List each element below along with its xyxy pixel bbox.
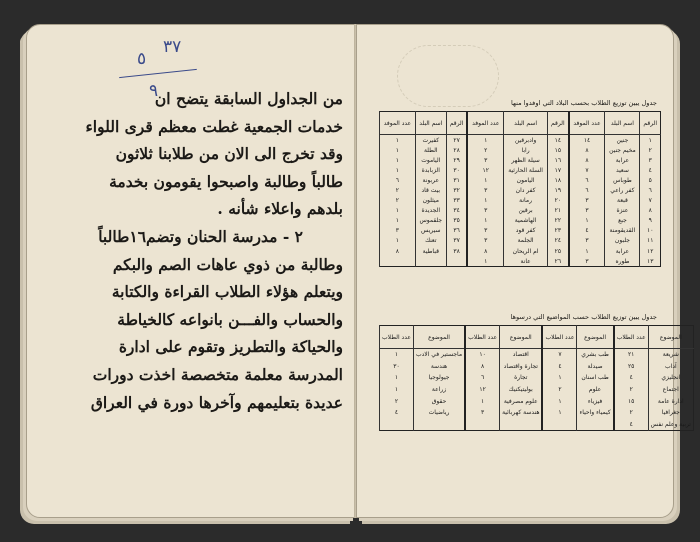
table-cell: ٢ bbox=[640, 145, 661, 155]
table-cell: كيمياء واحياء bbox=[577, 407, 614, 419]
table-cell: الزبابدة bbox=[415, 165, 446, 175]
table-cell: ٢٠ bbox=[548, 196, 569, 206]
table-cell: تعنك bbox=[415, 236, 446, 246]
table-cell bbox=[380, 419, 414, 431]
table-cell: ١ bbox=[542, 395, 576, 407]
table-cell: ١ bbox=[380, 145, 416, 155]
table2-header-cell: عدد الطلاب bbox=[380, 326, 414, 349]
table-cell: ٢ bbox=[380, 185, 416, 195]
table-cell: ١ bbox=[467, 256, 503, 267]
table-cell: هندسة bbox=[413, 361, 465, 373]
table-row bbox=[380, 175, 661, 185]
table-cell: ١٤ bbox=[548, 135, 569, 146]
table-row bbox=[380, 361, 694, 373]
table-cell: شريعة bbox=[648, 349, 693, 361]
table-cell: ٤ bbox=[569, 226, 605, 236]
table-cell: ١ bbox=[569, 246, 605, 256]
table-cell: ١٤ bbox=[569, 135, 605, 146]
text-line: عديدة بتعليمهم وآخرها دورة في العراق bbox=[90, 392, 343, 412]
table-row bbox=[380, 246, 661, 256]
text-line: ٢ - مدرسة الحنان وتضم١٦طالباً bbox=[98, 226, 303, 246]
table-cell: كفر دان bbox=[504, 185, 548, 195]
table-cell: ١٦ bbox=[548, 155, 569, 165]
open-booklet bbox=[20, 24, 691, 524]
table-row bbox=[380, 185, 661, 195]
pencil-note-left: ٥ bbox=[137, 49, 147, 69]
table-cell: السلة الحارثية bbox=[504, 165, 548, 175]
table-cell: ١ bbox=[465, 395, 499, 407]
table-cell: ٣ bbox=[467, 206, 503, 216]
table-cell: برقين bbox=[504, 206, 548, 216]
table2-header-cell: الموضوع bbox=[577, 326, 614, 349]
table-cell: ٦ bbox=[465, 372, 499, 384]
table-cell: عنزة bbox=[605, 206, 640, 216]
table-cell: ٢٩ bbox=[446, 155, 467, 165]
table-row bbox=[380, 349, 694, 361]
table-cell: انجليزي bbox=[648, 372, 693, 384]
table-cell: ١ bbox=[569, 216, 605, 226]
table-cell: ميثلون bbox=[415, 196, 446, 206]
table-cell: ١ bbox=[640, 135, 661, 146]
table-cell: عانة bbox=[504, 256, 548, 267]
table-cell: القديقومنة bbox=[605, 226, 640, 236]
table-cell: طب اسنان bbox=[577, 372, 614, 384]
table-row bbox=[380, 419, 694, 431]
table-cell: ٤ bbox=[614, 372, 648, 384]
table-cell: تجارة واقتصاد bbox=[500, 361, 543, 373]
table-cell: جغرافيا bbox=[648, 407, 693, 419]
students-by-subject-table bbox=[379, 325, 694, 431]
table1-header-cell: الرقم bbox=[548, 112, 569, 135]
table-cell: مخيم جنين bbox=[605, 145, 640, 155]
table-cell: ١ bbox=[467, 135, 503, 146]
table-cell: الياموت bbox=[415, 155, 446, 165]
table-row bbox=[380, 384, 694, 396]
pencil-note-top: ٣٧ bbox=[163, 37, 182, 57]
table-cell: ٢١ bbox=[548, 206, 569, 216]
table-cell: ١١ bbox=[640, 236, 661, 246]
table-cell: طب بشري bbox=[577, 349, 614, 361]
table1-header-cell: الرقم bbox=[446, 112, 467, 135]
table-cell: ٣٠ bbox=[446, 165, 467, 175]
table2-header-cell: عدد الطلاب bbox=[542, 326, 576, 349]
table-cell: ١٥ bbox=[548, 145, 569, 155]
table-cell: ٨ bbox=[467, 246, 503, 256]
table-cell: ٨ bbox=[569, 155, 605, 165]
table-cell: طوره bbox=[605, 256, 640, 267]
table-cell: سيلة الظهر bbox=[504, 155, 548, 165]
table-cell: ٣٨ bbox=[446, 246, 467, 256]
table1-header-cell: اسم البلد bbox=[504, 112, 548, 135]
table-row bbox=[380, 372, 694, 384]
table1-header-cell: اسم البلد bbox=[605, 112, 640, 135]
table-cell: جبع bbox=[605, 216, 640, 226]
table-cell: ١٣ bbox=[640, 256, 661, 267]
table-cell: ٣ bbox=[465, 407, 499, 419]
pencil-note-bottom: ٩ bbox=[149, 81, 159, 101]
table-cell: ٢٧ bbox=[446, 135, 467, 146]
table-cell: ٢ bbox=[380, 395, 414, 407]
table-cell: تربية وعلم نفس bbox=[648, 419, 693, 431]
table-cell: ٣١ bbox=[446, 175, 467, 185]
table-cell bbox=[380, 256, 416, 267]
table-row bbox=[380, 165, 661, 175]
table-cell: ٨ bbox=[640, 206, 661, 216]
table-cell: ٣ bbox=[467, 185, 503, 195]
text-line: والحساب والفـــن بانواعه كالخياطة bbox=[117, 309, 343, 329]
table-cell: ١ bbox=[380, 384, 414, 396]
table-cell: الجلمة bbox=[504, 236, 548, 246]
table-cell: ٣٤ bbox=[446, 206, 467, 216]
table1-header-cell: اسم البلد bbox=[415, 112, 446, 135]
table-cell: ٣٢ bbox=[446, 185, 467, 195]
table-cell: بوليتيكنيك bbox=[500, 384, 543, 396]
table-cell: اليامون bbox=[504, 175, 548, 185]
table-row bbox=[380, 135, 661, 146]
table-cell: ٨ bbox=[569, 145, 605, 155]
table-cell: ١ bbox=[380, 165, 416, 175]
table-cell: عربونة bbox=[415, 175, 446, 185]
table-cell: ٣ bbox=[380, 226, 416, 236]
table2-header-cell: عدد الطلاب bbox=[465, 326, 499, 349]
table-cell: سعيد bbox=[605, 165, 640, 175]
table-cell: ٣ bbox=[569, 256, 605, 267]
table-cell: علوم bbox=[577, 384, 614, 396]
faded-stamp bbox=[397, 45, 499, 107]
table-cell: ١٠ bbox=[640, 226, 661, 236]
table-cell: ١ bbox=[380, 216, 416, 226]
table-cell: ٢ bbox=[467, 145, 503, 155]
body-text bbox=[47, 85, 343, 416]
table-cell: جيولوجيا bbox=[413, 372, 465, 384]
table-cell: ٢٥ bbox=[614, 361, 648, 373]
table-cell: ٤ bbox=[640, 165, 661, 175]
table-cell: ١ bbox=[380, 155, 416, 165]
table-cell: ٣ bbox=[467, 155, 503, 165]
table-cell: عرابة bbox=[605, 155, 640, 165]
table-row bbox=[380, 395, 694, 407]
table-cell: ٣ bbox=[569, 236, 605, 246]
table-cell: ٨ bbox=[380, 246, 416, 256]
table-cell: ١٨ bbox=[548, 175, 569, 185]
table-row bbox=[380, 206, 661, 216]
table-cell: ٨ bbox=[465, 361, 499, 373]
table-cell: ٢٣ bbox=[548, 226, 569, 236]
text-line: والحياكة والتطريز وتقوم على ادارة bbox=[118, 337, 343, 357]
table-cell bbox=[446, 256, 467, 267]
table-cell: ٣٣ bbox=[446, 196, 467, 206]
table-cell: ٣٥ bbox=[446, 216, 467, 226]
table-cell: ٦ bbox=[640, 185, 661, 195]
table-cell: ١ bbox=[380, 349, 414, 361]
table-cell bbox=[415, 256, 446, 267]
table-cell: اجتماع bbox=[648, 384, 693, 396]
table-cell: ام الريحان bbox=[504, 246, 548, 256]
table1-caption: جدول يبين توزيع الطلاب بحسب البلاد التي اوفدوا منها bbox=[511, 99, 657, 107]
table-cell: ١ bbox=[542, 407, 576, 419]
table-cell: صيدلة bbox=[577, 361, 614, 373]
table-cell: ٢١ bbox=[614, 349, 648, 361]
table-cell bbox=[542, 419, 576, 431]
table-cell: علوم مصرفية bbox=[500, 395, 543, 407]
table-cell: ماجستير في الادب bbox=[413, 349, 465, 361]
left-page bbox=[26, 24, 356, 518]
table-cell: ١ bbox=[380, 236, 416, 246]
table-cell: ٣ bbox=[569, 206, 605, 216]
table-cell: ١٢ bbox=[465, 384, 499, 396]
text-line: المدرسة معلمة متخصصة اخذت دورات bbox=[92, 364, 343, 384]
table-cell bbox=[577, 419, 614, 431]
table-cell: ٢ bbox=[542, 384, 576, 396]
table-cell: ٣ bbox=[640, 155, 661, 165]
table-cell: رمانة bbox=[504, 196, 548, 206]
table-cell: ٣ bbox=[569, 196, 605, 206]
table-cell: زراعة bbox=[413, 384, 465, 396]
table-cell: عرابة bbox=[605, 246, 640, 256]
table-cell: ٦ bbox=[569, 185, 605, 195]
text-line: طالباً وطالبة واصبحوا يقومون بخدمة bbox=[109, 171, 343, 191]
table-cell: قبعة bbox=[605, 196, 640, 206]
table-cell: الجديدة bbox=[415, 206, 446, 216]
table-cell bbox=[465, 419, 499, 431]
table-cell: ٢ bbox=[614, 407, 648, 419]
table-cell: جنين bbox=[605, 135, 640, 146]
table-cell: حقوق bbox=[413, 395, 465, 407]
table-cell: آداب bbox=[648, 361, 693, 373]
table-cell: وادبرقين bbox=[504, 135, 548, 146]
table-cell: ١ bbox=[380, 206, 416, 216]
students-by-town-table bbox=[379, 111, 661, 267]
table-cell: ٧ bbox=[542, 349, 576, 361]
table-cell: ٦ bbox=[569, 175, 605, 185]
table-row bbox=[380, 216, 661, 226]
table-cell: ٦ bbox=[380, 175, 416, 185]
table-row bbox=[380, 155, 661, 165]
table-cell: ٤ bbox=[380, 407, 414, 419]
pencil-fraction-line bbox=[119, 69, 197, 78]
text-line: وطالبة من ذوي عاهات الصم والبكم bbox=[112, 254, 343, 274]
table-cell: كفيرت bbox=[415, 135, 446, 146]
table-cell: ١ bbox=[467, 175, 503, 185]
text-line: وقد تخرج الى الان من طلابنا ثلاثون bbox=[115, 144, 343, 164]
table2-header-cell: الموضوع bbox=[500, 326, 543, 349]
table-cell: ١ bbox=[380, 135, 416, 146]
table-cell: ٢٥ bbox=[548, 246, 569, 256]
table-row bbox=[380, 256, 661, 267]
table2-header-cell: الموضوع bbox=[648, 326, 693, 349]
table2-caption: جدول يبين توزيع الطلاب حسب المواضيع التي درسوها bbox=[510, 313, 657, 321]
table-cell bbox=[413, 419, 465, 431]
table-row bbox=[380, 407, 694, 419]
table-cell: رياضيات bbox=[413, 407, 465, 419]
table-cell: كفر قود bbox=[504, 226, 548, 236]
table-cell: ٢٢ bbox=[548, 216, 569, 226]
table-cell: ٢٦ bbox=[548, 256, 569, 267]
table1-header-cell: الرقم bbox=[640, 112, 661, 135]
text-line: خدمات الجمعية غطت معظم قرى اللواء bbox=[85, 116, 343, 136]
table1-header-cell: عدد الموفد bbox=[467, 112, 503, 135]
right-page bbox=[356, 24, 691, 518]
table-cell: قباطية bbox=[415, 246, 446, 256]
table-cell: ٢٨ bbox=[446, 145, 467, 155]
table-cell bbox=[500, 419, 543, 431]
table-cell: ٣ bbox=[467, 226, 503, 236]
table2-header-cell: الموضوع bbox=[413, 326, 465, 349]
table-cell: طوباس bbox=[605, 175, 640, 185]
table2-header-cell: عدد الطلاب bbox=[614, 326, 648, 349]
table-cell: ١ bbox=[467, 196, 503, 206]
table-cell: فيزياء bbox=[577, 395, 614, 407]
table-row bbox=[380, 226, 661, 236]
table-cell: ٣٠ bbox=[380, 361, 414, 373]
text-line: من الجداول السابقة يتضح ان bbox=[154, 89, 343, 108]
table-cell: ١ bbox=[467, 216, 503, 226]
table-cell: تجارة bbox=[500, 372, 543, 384]
table-cell: اقتصاد bbox=[500, 349, 543, 361]
table-row bbox=[380, 145, 661, 155]
table-cell: ادارة عامة bbox=[648, 395, 693, 407]
table-cell: ١٠ bbox=[465, 349, 499, 361]
table-cell: ١٢ bbox=[640, 246, 661, 256]
table-cell: كفر راعي bbox=[605, 185, 640, 195]
table-cell: ١٧ bbox=[548, 165, 569, 175]
table-cell: جلقموس bbox=[415, 216, 446, 226]
table-cell: سيريس bbox=[415, 226, 446, 236]
text-line: بلدهم واعلاء شأنه . bbox=[217, 199, 343, 219]
table-row bbox=[380, 236, 661, 246]
table-cell: ٣٧ bbox=[446, 236, 467, 246]
table-cell: ٧ bbox=[640, 196, 661, 206]
table-cell: ٢ bbox=[380, 196, 416, 206]
table1-header-cell: عدد الموفد bbox=[380, 112, 416, 135]
table-row bbox=[380, 196, 661, 206]
table-cell: ٢٤ bbox=[548, 236, 569, 246]
table-cell: ٢ bbox=[614, 384, 648, 396]
table-cell: ٥ bbox=[640, 175, 661, 185]
table-cell: جلبون bbox=[605, 236, 640, 246]
table-cell: الطلة bbox=[415, 145, 446, 155]
table-cell: ١٩ bbox=[548, 185, 569, 195]
table-cell: ١ bbox=[380, 372, 414, 384]
table-cell: بيت قاد bbox=[415, 185, 446, 195]
table-cell: ٤ bbox=[614, 419, 648, 431]
table1-header-cell: عدد الموفد bbox=[569, 112, 605, 135]
text-line: ويتعلم هؤلاء الطلاب القراءة والكتابة bbox=[111, 282, 343, 302]
table-cell: ٣ bbox=[467, 236, 503, 246]
table-cell: ٤ bbox=[542, 361, 576, 373]
table-cell: هندسة كهربائية bbox=[500, 407, 543, 419]
table-cell: ٣٦ bbox=[446, 226, 467, 236]
table-cell: ٧ bbox=[569, 165, 605, 175]
table-cell: ١٢ bbox=[467, 165, 503, 175]
table-cell: ١٥ bbox=[614, 395, 648, 407]
table-cell: رابا bbox=[504, 145, 548, 155]
table-cell: الهاشمية bbox=[504, 216, 548, 226]
table-cell: ١ bbox=[542, 372, 576, 384]
table-cell: ٩ bbox=[640, 216, 661, 226]
